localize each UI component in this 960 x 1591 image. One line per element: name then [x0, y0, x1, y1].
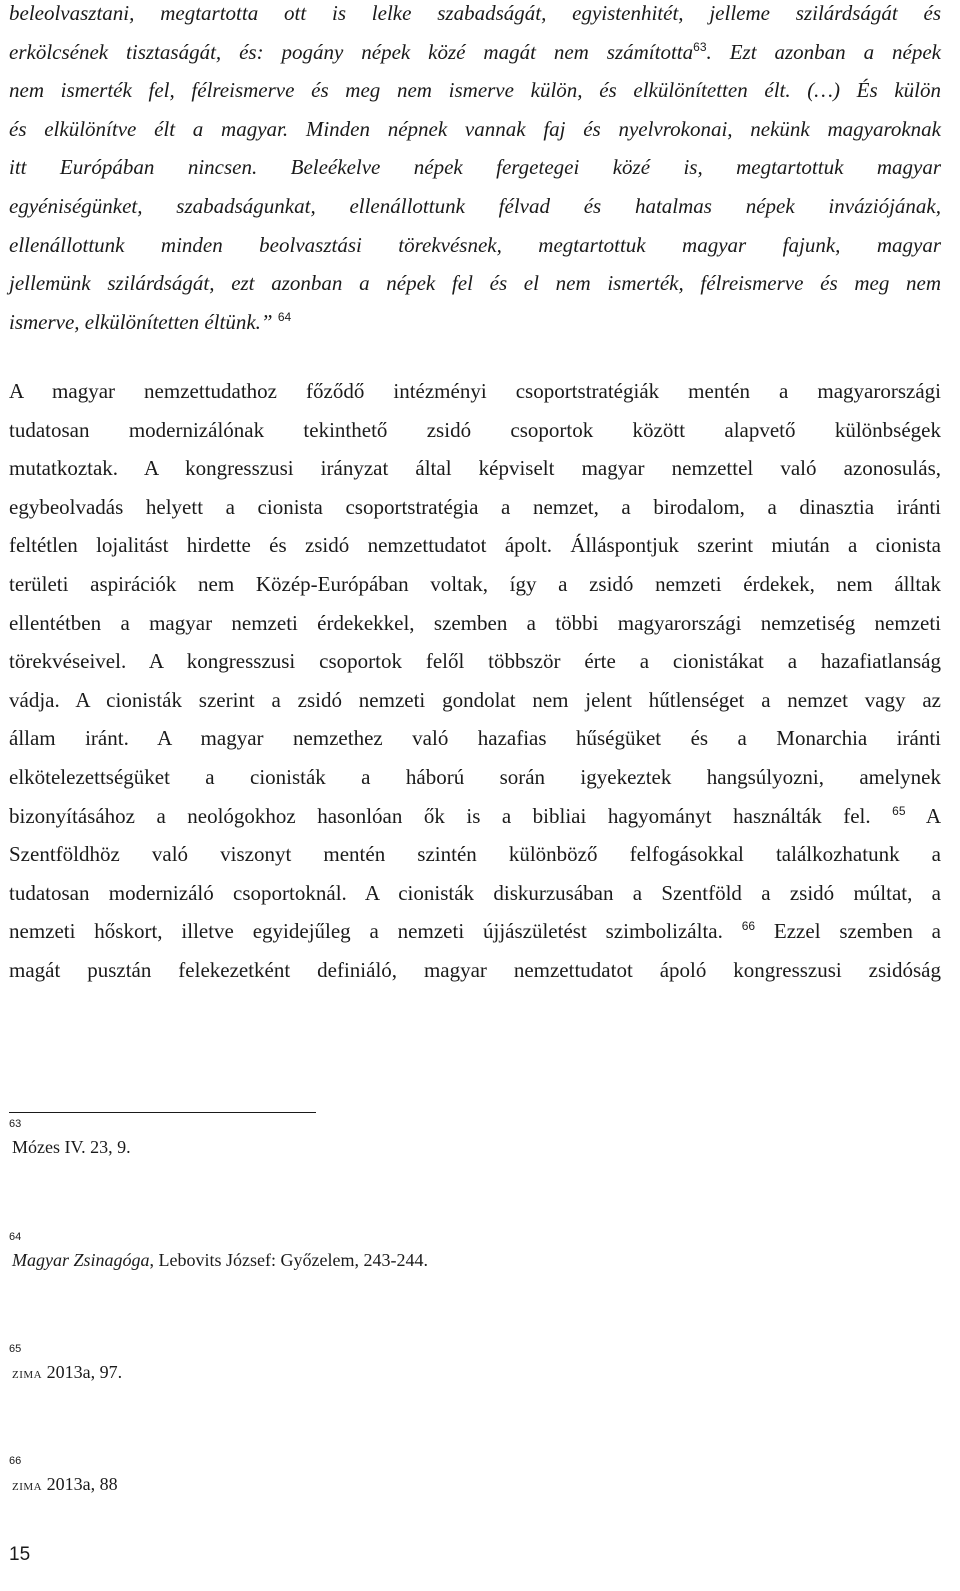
body-line: Szentföldhöz való viszonyt mentén szintén különböző felfogásokkal találkozhatunk a — [9, 842, 941, 867]
footnote-ref-65[interactable]: 65 — [892, 803, 906, 818]
quote-line: beleolvasztani, megtartotta ott is lelke szabadságát, egyistenhitét, jelleme szilárdságát és — [9, 1, 941, 25]
footnote-text: Magyar Zsinagóga, Lebovits József: Győzelem, 243-244. — [12, 1250, 428, 1270]
footnote-ref-64[interactable]: 64 — [277, 309, 292, 324]
quote-line: ismerve, elkülönítetten éltünk.” $^{64}$ — [9, 309, 292, 334]
quote-line: egyéniségünket, szabadságunkat, ellenállottunk félvad és hatalmas népek inváziójának, — [9, 193, 941, 218]
body-line: vádja. A cionisták szerint a zsidó nemzeti gondolat nem jelent hűtlenséget a nemzet vagy az — [9, 687, 941, 712]
body-line: állam iránt. A magyar nemzethez való hazafias hűségüket és a Monarchia iránti — [9, 726, 941, 751]
footnote-66 — [9, 1455, 118, 1497]
body-line: nemzeti hőskort, illetve egyidejűleg a nemzeti újjászületést szimbolizálta. $^{66}$ Ezzel szemben a — [9, 919, 942, 944]
footnote-ref-63[interactable]: 63 — [693, 39, 707, 54]
footnote-number: 65 — [9, 1343, 22, 1355]
quote-line: ellenállottunk minden beolvasztási törekvésnek, megtartottuk magyar fajunk, magyar — [9, 232, 941, 257]
footnote-number: 64 — [9, 1231, 22, 1243]
footnote-63 — [9, 1118, 131, 1158]
quote-line: erkölcsének tisztaságát, és: pogány népek közé magát nem számította$^{63}$. Ezt azonban a népek — [9, 39, 941, 64]
footnote-ref-66[interactable]: 66 — [741, 919, 756, 934]
body-line: területi aspirációk nem Közép-Európában voltak, így a zsidó nemzeti érdekek, nem álltak — [9, 571, 941, 596]
body-line: A magyar nemzettudathoz főződő intézményi csoportstratégiák mentén a magyarországi — [9, 379, 941, 403]
body-line: elkötelezettségüket a cionisták a háború során igyekeztek hangsúlyozni, amelynek — [9, 764, 941, 789]
footnote-number: 63 — [9, 1118, 22, 1130]
footnote-separator — [9, 1112, 316, 1113]
body-line: magát pusztán felekezetként definiáló, magyar nemzettudatot ápoló kongresszusi zsidóság — [9, 957, 941, 982]
body-line: egybeolvadás helyett a cionista csoportstratégia a nemzet, a birodalom, a dinasztia iránti — [9, 494, 941, 519]
body-paragraph — [9, 372, 941, 990]
body-line: ellentétben a magyar nemzeti érdekekkel, szemben a többi magyarországi nemzetiség nemzeti — [9, 610, 941, 635]
footnote-text: zima 2013a, 97. — [12, 1362, 123, 1382]
footnote-text: Mózes IV. 23, 9. — [12, 1137, 131, 1157]
footnote-number: 66 — [9, 1455, 22, 1467]
footnote-text: zima 2013a, 88 — [12, 1474, 118, 1494]
block-quote — [9, 0, 941, 341]
body-line: mutatkoztak. A kongresszusi irányzat által képviselt magyar nemzettel való azonosulás, — [9, 456, 941, 481]
body-line: bizonyításához a neológokhoz hasonlóan ők is a bibliai hagyományt használták fel. $^{65}$ A — [9, 803, 942, 828]
footnote-65 — [9, 1343, 122, 1385]
page-number: 15 — [9, 1544, 31, 1565]
quote-line: nem ismerték fel, félreismerve és meg nem ismerve külön, és elkülönítetten élt. (…) És külön — [9, 78, 941, 103]
quote-line: jellemünk szilárdságát, ezt azonban a népek fel és el nem ismerték, félreismerve és meg nem — [9, 271, 941, 296]
body-line: tudatosan modernizáló csoportoknál. A cionisták diskurzusában a Szentföld a zsidó múltat, a — [9, 880, 941, 905]
body-line: törekvéseivel. A kongresszusi csoportok felől többször érte a cionistákat a hazafiatlanság — [9, 649, 941, 674]
body-line: feltétlen lojalitást hirdette és zsidó nemzettudatot ápolt. Álláspontjuk szerint miután a cionista — [9, 533, 941, 558]
body-line: tudatosan modernizálónak tekinthető zsidó csoportok között alapvető különbségek — [9, 417, 941, 442]
quote-line: itt Európában nincsen. Beleékelve népek fergetegei közé is, megtartottuk magyar — [9, 155, 941, 180]
footnote-64 — [9, 1231, 428, 1271]
quote-line: és elkülönítve élt a magyar. Minden népnek vannak faj és nyelvrokonai, nekünk magyaroknak — [9, 116, 941, 141]
